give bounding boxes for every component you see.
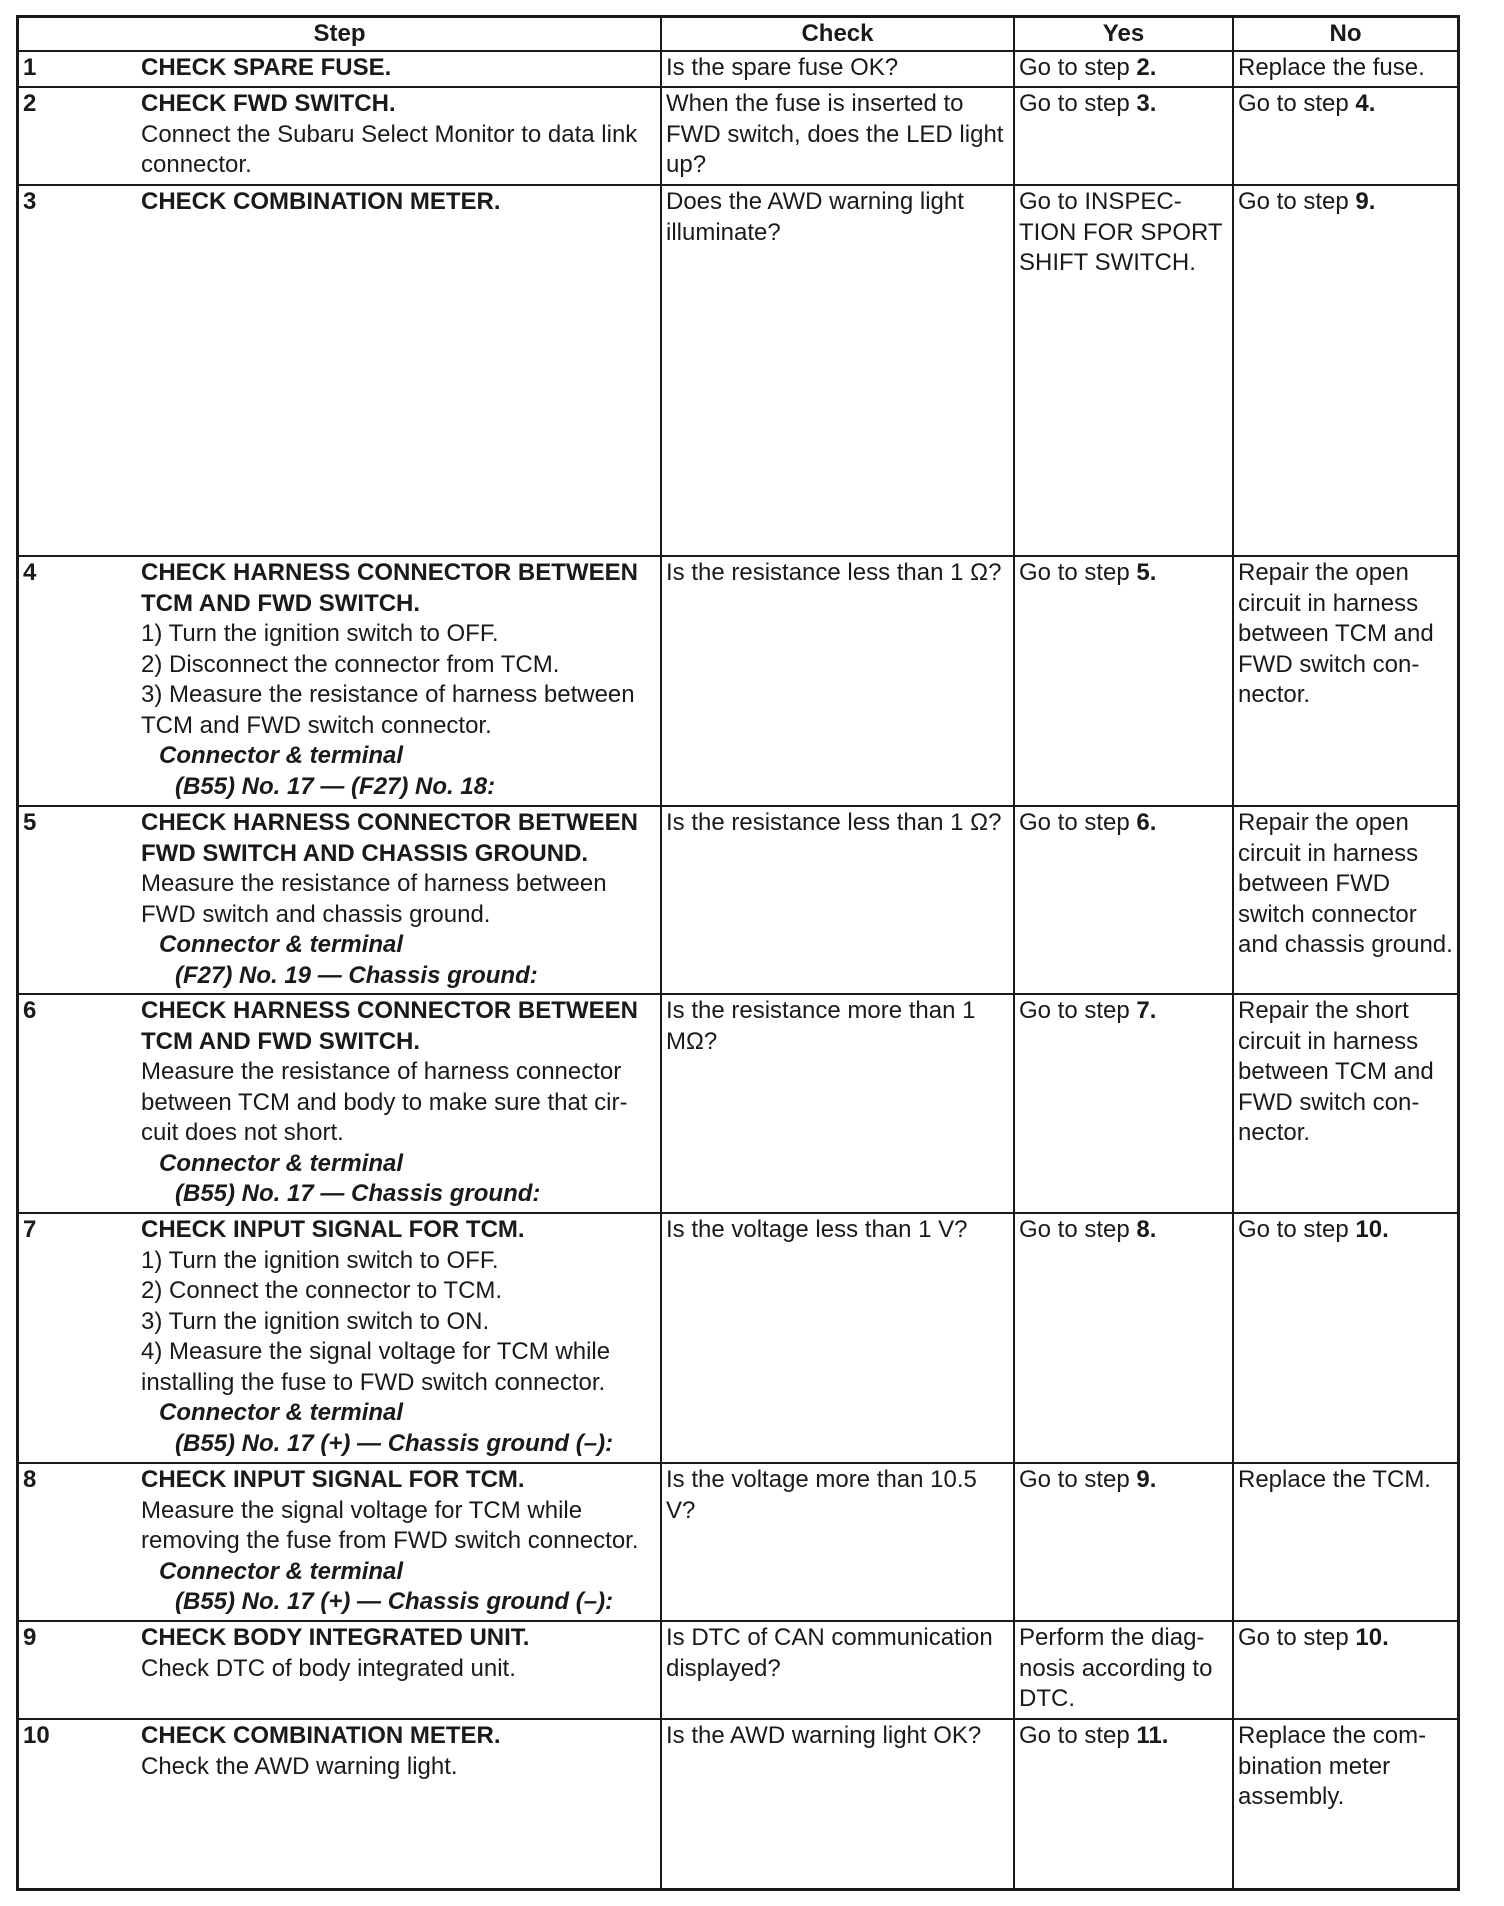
check-cell: Is the AWD warning light OK?	[661, 1719, 1014, 1889]
step-cell	[19, 994, 661, 1213]
step-content	[141, 1215, 649, 1459]
step-content	[141, 187, 649, 218]
yes-step-ref: 5.	[1136, 559, 1157, 586]
yes-cell	[1014, 1213, 1233, 1463]
connector-label: Connector & terminal	[159, 1399, 404, 1426]
table-row	[19, 87, 1457, 185]
check-cell: Is the spare fuse OK?	[661, 51, 1014, 87]
step-cell	[19, 1213, 661, 1463]
step-title: CHECK INPUT SIGNAL FOR TCM.	[141, 1466, 525, 1493]
yes-step-ref: 6.	[1136, 809, 1157, 836]
table-row	[19, 556, 1457, 806]
step-instruction: Measure the resistance of harness connector between TCM and body to make sure that cir-cuit does not short.	[141, 1058, 628, 1146]
no-text: Repair the open circuit in harness between FWD switch connector and chassis ground.	[1238, 809, 1453, 958]
yes-step-ref: 7.	[1136, 997, 1157, 1024]
step-content	[141, 53, 649, 84]
no-cell	[1233, 806, 1457, 994]
yes-text: Perform the diag-nosis according to DTC.	[1019, 1624, 1213, 1712]
yes-text: Go to INSPEC-TION FOR SPORT SHIFT SWITCH.	[1019, 188, 1223, 276]
no-cell	[1233, 87, 1457, 185]
no-text: Go to step	[1238, 90, 1356, 117]
yes-cell	[1014, 87, 1233, 185]
yes-text: Go to step	[1019, 1466, 1137, 1493]
no-cell	[1233, 1213, 1457, 1463]
step-instruction: Measure the resistance of harness between FWD switch and chassis ground.	[141, 870, 607, 928]
connector-terminal: (B55) No. 17 — (F27) No. 18:	[175, 772, 496, 800]
no-text: Replace the com-bination meter assembly.	[1238, 1722, 1427, 1810]
no-text: Go to step	[1238, 1624, 1356, 1651]
step-number: 1	[23, 54, 37, 81]
yes-step-ref: 8.	[1136, 1216, 1157, 1243]
yes-step-ref: 9.	[1136, 1466, 1157, 1493]
no-step-ref: 10.	[1355, 1216, 1389, 1243]
step-instruction: 3) Turn the ignition switch to ON.	[141, 1307, 490, 1335]
yes-text: Go to step	[1019, 90, 1137, 117]
no-text: Repair the short circuit in harness between TCM and FWD switch con-nector.	[1238, 997, 1434, 1146]
yes-cell	[1014, 556, 1233, 806]
check-cell: Does the AWD warning light illuminate?	[661, 185, 1014, 556]
step-title: CHECK FWD SWITCH.	[141, 90, 396, 117]
yes-cell	[1014, 1463, 1233, 1621]
yes-step-ref: 2.	[1136, 54, 1157, 81]
header-no: No	[1233, 18, 1457, 51]
no-text: Repair the open circuit in harness between TCM and FWD switch con-nector.	[1238, 559, 1434, 708]
connector-terminal: (F27) No. 19 — Chassis ground:	[175, 961, 538, 989]
header-yes: Yes	[1014, 18, 1233, 51]
step-instruction: 1) Turn the ignition switch to OFF.	[141, 1246, 499, 1274]
yes-text: Go to step	[1019, 559, 1137, 586]
step-title: CHECK HARNESS CONNECTOR BETWEEN TCM AND FWD SWITCH.	[141, 997, 638, 1055]
step-instruction: 2) Connect the connector to TCM.	[141, 1277, 503, 1304]
no-text: Go to step	[1238, 1216, 1356, 1243]
check-cell: Is the voltage less than 1 V?	[661, 1213, 1014, 1463]
yes-cell	[1014, 806, 1233, 994]
connector-label: Connector & terminal	[159, 931, 404, 958]
step-content	[141, 1623, 649, 1684]
step-instruction: 1) Turn the ignition switch to OFF.	[141, 620, 499, 647]
no-cell	[1233, 51, 1457, 87]
no-cell	[1233, 185, 1457, 556]
step-number: 7	[23, 1216, 37, 1243]
procedure-table	[19, 18, 1457, 1889]
yes-step-ref: 3.	[1136, 90, 1157, 117]
step-title: CHECK INPUT SIGNAL FOR TCM.	[141, 1216, 525, 1243]
step-cell	[19, 185, 661, 556]
step-title: CHECK BODY INTEGRATED UNIT.	[141, 1624, 530, 1651]
no-text: Go to step	[1238, 188, 1356, 215]
yes-text: Go to step	[1019, 1722, 1137, 1749]
header-check: Check	[661, 18, 1014, 51]
connector-label: Connector & terminal	[159, 742, 404, 769]
no-text: Replace the fuse.	[1238, 54, 1425, 81]
no-step-ref: 10.	[1355, 1624, 1389, 1651]
connector-label: Connector & terminal	[159, 1557, 404, 1585]
connector-label: Connector & terminal	[159, 1149, 404, 1177]
step-title: CHECK COMBINATION METER.	[141, 188, 501, 215]
step-content	[141, 996, 649, 1210]
step-number: 4	[23, 559, 37, 586]
step-cell	[19, 1463, 661, 1621]
step-instruction: 3) Measure the resistance of harness between TCM and FWD switch connector.	[141, 681, 635, 739]
yes-cell	[1014, 994, 1233, 1213]
step-content	[141, 558, 649, 802]
table-row	[19, 51, 1457, 87]
connector-terminal: (B55) No. 17 (+) — Chassis ground (–):	[175, 1429, 614, 1457]
no-cell	[1233, 556, 1457, 806]
check-cell: Is the voltage more than 10.5 V?	[661, 1463, 1014, 1621]
step-title: CHECK HARNESS CONNECTOR BETWEEN TCM AND FWD SWITCH.	[141, 559, 638, 617]
step-number: 2	[23, 90, 37, 117]
table-row	[19, 185, 1457, 556]
step-number: 8	[23, 1466, 37, 1493]
yes-cell	[1014, 51, 1233, 87]
yes-cell	[1014, 185, 1233, 556]
step-cell	[19, 806, 661, 994]
no-text: Replace the TCM.	[1238, 1466, 1431, 1493]
table-row	[19, 1719, 1457, 1889]
no-step-ref: 9.	[1355, 188, 1376, 215]
connector-terminal: (B55) No. 17 — Chassis ground:	[175, 1180, 541, 1207]
step-number: 9	[23, 1624, 37, 1651]
step-number: 3	[23, 188, 37, 215]
yes-cell	[1014, 1621, 1233, 1719]
step-content	[141, 1721, 649, 1782]
step-title: CHECK COMBINATION METER.	[141, 1722, 501, 1749]
yes-text: Go to step	[1019, 997, 1137, 1024]
step-instruction: Connect the Subaru Select Monitor to data link connector.	[141, 120, 638, 178]
check-cell: Is the resistance more than 1 MΩ?	[661, 994, 1014, 1213]
no-cell	[1233, 994, 1457, 1213]
step-number: 6	[23, 997, 37, 1024]
step-instruction: Check DTC of body integrated unit.	[141, 1654, 516, 1682]
yes-text: Go to step	[1019, 54, 1137, 81]
table-row	[19, 806, 1457, 994]
no-cell	[1233, 1463, 1457, 1621]
step-number: 10	[23, 1722, 50, 1749]
step-number: 5	[23, 809, 37, 836]
connector-terminal: (B55) No. 17 (+) — Chassis ground (–):	[175, 1588, 614, 1615]
check-cell: Is the resistance less than 1 Ω?	[661, 556, 1014, 806]
check-cell: When the fuse is inserted to FWD switch, does the LED light up?	[661, 87, 1014, 185]
step-instruction: 2) Disconnect the connector from TCM.	[141, 650, 560, 678]
no-cell	[1233, 1621, 1457, 1719]
no-cell	[1233, 1719, 1457, 1889]
step-cell	[19, 1621, 661, 1719]
header-step: Step	[19, 18, 661, 51]
table-row	[19, 1621, 1457, 1719]
step-cell	[19, 87, 661, 185]
step-content	[141, 1465, 649, 1618]
step-title: CHECK HARNESS CONNECTOR BETWEEN FWD SWITCH AND CHASSIS GROUND.	[141, 809, 638, 867]
table-row	[19, 994, 1457, 1213]
yes-cell	[1014, 1719, 1233, 1889]
step-cell	[19, 556, 661, 806]
yes-text: Go to step	[1019, 809, 1137, 836]
check-cell: Is the resistance less than 1 Ω?	[661, 806, 1014, 994]
step-cell	[19, 1719, 661, 1889]
step-instruction: Check the AWD warning light.	[141, 1752, 458, 1780]
step-title: CHECK SPARE FUSE.	[141, 54, 392, 81]
diagnostic-procedure-table	[16, 15, 1460, 1891]
yes-text: Go to step	[1019, 1216, 1137, 1243]
header-row	[19, 18, 1457, 51]
step-content	[141, 808, 649, 991]
step-instruction: 4) Measure the signal voltage for TCM while installing the fuse to FWD switch connector.	[141, 1338, 611, 1396]
no-step-ref: 4.	[1355, 90, 1376, 117]
table-row	[19, 1463, 1457, 1621]
step-cell	[19, 51, 661, 87]
table-row	[19, 1213, 1457, 1463]
step-instruction: Measure the signal voltage for TCM while removing the fuse from FWD switch connector.	[141, 1496, 639, 1554]
check-cell: Is DTC of CAN communication displayed?	[661, 1621, 1014, 1719]
step-content	[141, 89, 649, 181]
yes-step-ref: 11.	[1136, 1722, 1169, 1749]
